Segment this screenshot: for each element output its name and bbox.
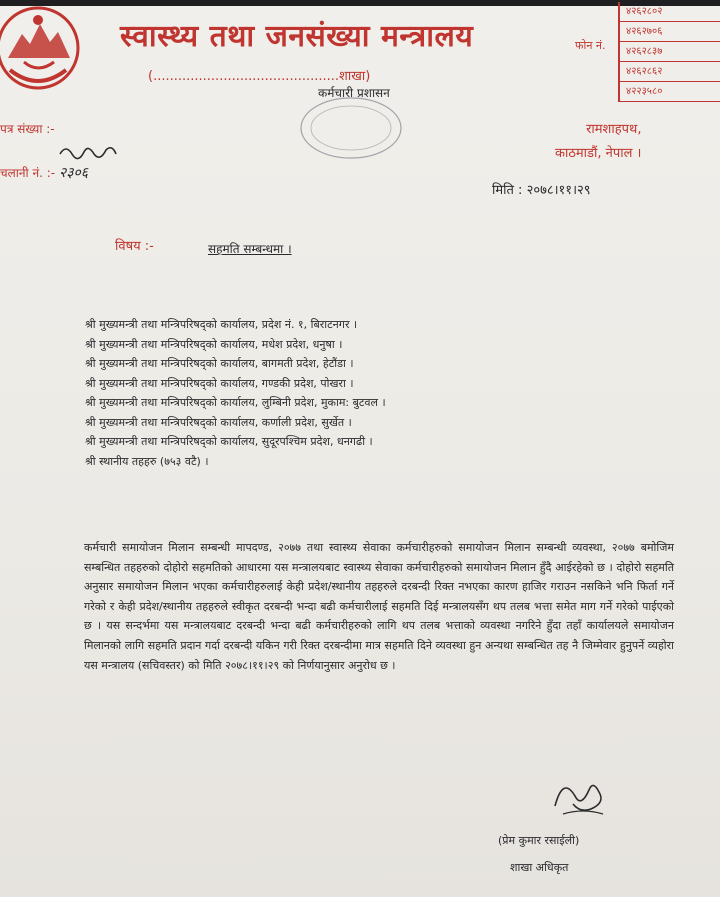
recipient-item: श्री मुख्यमन्त्री तथा मन्त्रिपरिषद्को कार्यालय, गण्डकी प्रदेश, पोखरा ।: [85, 376, 354, 390]
phone-number: ४२६२८३७: [620, 42, 720, 62]
body-paragraph: कर्मचारी समायोजन मिलान सम्बन्धी मापदण्ड, २०७७ तथा स्वास्थ्य सेवाका कर्मचारीहरुको समायोजन मिलान सम्बन्धी व्यवस्था, २०७७ बमोजिम सम्बन्धित तहहरुको दोहोरो सहमतिको आधारमा यस मन्त्रालयबाट स्वास्थ्य सेवाका कर्मचारीहरुको समायोजन मिलान हुँदै आईरहेको छ । दोहोरो सहमति अनुसार समायोजन मिलान भएका कर्मचारीहरुलाई केही प्रदेश/स्थानीय तहहरुले दरबन्दी रिक्त नभएका कारण हाजिर गराउन नसकिने भनि फिर्ता गर्ने गरेको र केही प्रदेश/स्थानीय तहहरुले स्वीकृत दरबन्दी भन्दा बढी कर्मचारीलाई सहमति दिई मन्त्रालयसँग थप तलब भत्ता समेत माग गर्ने गरेको पाईएको छ । यस सन्दर्भमा यस मन्त्रालयबाट दरबन्दी भन्दा बढी कर्मचारीहरुको लागि थप तलब भत्ताको व्यवस्था नगरिने हुँदा तहाँ कार्यालयले समायोजन मिलानको लागि सहमति प्रदान गर्दा दरबन्दी यकिन गरी रिक्त दरबन्दीमा मात्र सहमति दिने व्यवस्था हुन अन्यथा सम्बन्धित तह नै जिम्मेवार हुनुपर्ने व्यहोरा यस मन्त्रालय (सचिवस्तर) को मिति २०७८।११।२९ को निर्णयानुसार अनुरोध छ ।: [84, 541, 674, 672]
office-address: [555, 118, 641, 166]
signature-mark: [545, 766, 615, 830]
recipient-item: श्री स्थानीय तहहरु (७५३ वटै) ।: [85, 454, 209, 468]
dispatch-value: २३०६: [58, 165, 89, 181]
phone-number: ४२२३५८०: [620, 82, 720, 102]
subject-text: सहमति सम्बन्धमा ।: [208, 242, 292, 256]
recipient-item: श्री मुख्यमन्त्री तथा मन्त्रिपरिषद्को कार्यालय, लुम्बिनी प्रदेश, मुकाम: बुटवल ।: [85, 396, 386, 409]
phone-number: ४२६२७०६: [620, 22, 720, 42]
branch-line: (.............................................शाखा): [148, 69, 371, 84]
address-line: काठमाडौं, नेपाल ।: [555, 146, 642, 161]
phone-number: ४२६२८६२: [620, 62, 720, 82]
letter-number-label: पत्र संख्या :-: [0, 122, 55, 136]
date-label: मिति :: [492, 183, 523, 198]
recipient-item: श्री मुख्यमन्त्री तथा मन्त्रिपरिषद्को कार्यालय, प्रदेश नं. १, बिराटनगर ।: [85, 318, 358, 331]
nepal-emblem-icon: [0, 0, 86, 102]
signatory-designation: शाखा अधिकृत: [510, 861, 569, 874]
date-value: २०७८।११।२९: [526, 183, 591, 198]
phone-number: ४२६२८०२: [620, 2, 720, 22]
recipient-item: श्री मुख्यमन्त्री तथा मन्त्रिपरिषद्को कार्यालय, मधेश प्रदेश, धनुषा ।: [85, 337, 343, 351]
section-name: कर्मचारी प्रशासन: [318, 86, 390, 100]
phone-number-list: [618, 2, 720, 102]
reference-block: [0, 118, 150, 184]
dispatch-label: चलानी नं. :-: [0, 166, 56, 180]
signatory-name: (प्रेम कुमार रसाईली): [498, 834, 580, 847]
top-edge: [0, 0, 720, 6]
subject-label: विषय :-: [115, 239, 154, 254]
letter-number-handwritten: [0, 140, 150, 162]
recipient-item: श्री मुख्यमन्त्री तथा मन्त्रिपरिषद्को कार्यालय, बागमती प्रदेश, हेटौंडा ।: [85, 357, 354, 370]
recipient-list: [85, 315, 386, 471]
recipient-item: श्री मुख्यमन्त्री तथा मन्त्रिपरिषद्को कार्यालय, कर्णाली प्रदेश, सुर्खेत ।: [85, 415, 352, 429]
phone-label: फोन नं.: [575, 39, 606, 52]
ministry-title: स्वास्थ्य तथा जनसंख्या मन्त्रालय: [120, 19, 474, 54]
office-stamp: [296, 92, 406, 168]
address-line: रामशाहपथ,: [586, 122, 642, 137]
date-row: [492, 180, 591, 198]
dispatch-row: [0, 162, 150, 184]
recipient-item: श्री मुख्यमन्त्री तथा मन्त्रिपरिषद्को कार्यालय, सुदूरपश्चिम प्रदेश, धनगढी ।: [85, 435, 373, 448]
